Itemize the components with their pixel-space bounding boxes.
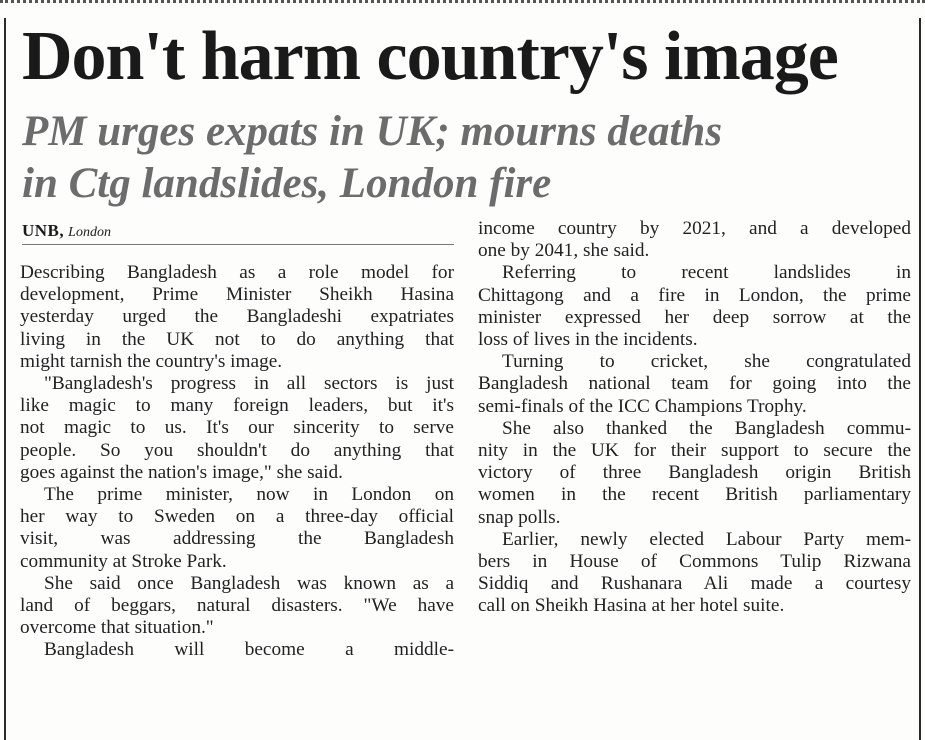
byline-agency: UNB, — [22, 221, 65, 240]
headline: Don't harm country's image — [22, 18, 838, 95]
subheadline-line-1: PM urges expats in UK; mourns deaths — [22, 108, 723, 155]
article-line: Chittagong and a fire in London, the prime — [478, 284, 911, 306]
article-line: loss of lives in the incidents. — [478, 329, 698, 351]
left-column-rule — [4, 18, 6, 740]
article-line: semi-finals of the ICC Champions Trophy. — [478, 395, 807, 417]
article-line: overcome that situation." — [20, 617, 214, 639]
article-line: yesterday urged the Bangladeshi expatriates — [20, 306, 454, 328]
article-column-right — [478, 218, 911, 618]
article-line: Referring to recent landslides in — [502, 262, 911, 284]
article-line: visit, was addressing the Bangladesh — [20, 528, 454, 550]
article-paragraph — [478, 262, 911, 351]
article-line: people. So you shouldn't do anything that — [20, 439, 454, 461]
article-line: The prime minister, now in London on — [44, 484, 454, 506]
article-line: goes against the nation's image," she said. — [20, 461, 343, 483]
article-line: Bangladesh national team for going into the — [478, 373, 911, 395]
article-paragraph — [478, 418, 911, 529]
article-line: Siddiq and Rushanara Ali made a courtesy — [478, 573, 911, 595]
article-paragraph — [20, 573, 454, 640]
article-column-left — [20, 262, 454, 662]
article-line: community at Stroke Park. — [20, 550, 227, 572]
article-line: development, Prime Minister Sheikh Hasina — [20, 284, 454, 306]
article-line: land of beggars, natural disasters. "We have — [20, 595, 454, 617]
article-line: not magic to us. It's our sincerity to serve — [20, 417, 454, 439]
article-line: one by 2041, she said. — [478, 240, 650, 262]
article-line: bers in House of Commons Tulip Rizwana — [478, 551, 911, 573]
article-paragraph — [20, 262, 454, 373]
byline — [22, 218, 454, 245]
article-line: She said once Bangladesh was known as a — [44, 572, 454, 594]
article-line: Describing Bangladesh as a role model for — [20, 262, 454, 283]
article-paragraph — [478, 351, 911, 418]
article-line: her way to Sweden on a three-day official — [20, 506, 454, 528]
article-line: nity in the UK for their support to secure the — [478, 440, 911, 462]
article-line: living in the UK not to do anything that — [20, 328, 454, 350]
article-paragraph — [478, 218, 911, 262]
article-line: "Bangladesh's progress in all sectors is just — [44, 373, 454, 395]
article-paragraph — [478, 529, 911, 618]
byline-place: London — [68, 225, 111, 240]
article-line: call on Sheikh Hasina at her hotel suite. — [478, 595, 785, 617]
article-paragraph — [20, 484, 454, 573]
right-column-rule — [919, 18, 921, 740]
article-line: snap polls. — [478, 506, 561, 528]
article-line: victory of three Bangladesh origin British — [478, 462, 911, 484]
subheadline-line-2: in Ctg landslides, London fire — [22, 160, 552, 207]
article-line: Bangladesh will become a middle- — [44, 639, 454, 661]
article-line: might tarnish the country's image. — [20, 350, 283, 372]
article-line: like magic to many foreign leaders, but it's — [20, 395, 454, 417]
article-line: She also thanked the Bangladesh commu- — [502, 417, 911, 439]
article-line: Earlier, newly elected Labour Party mem- — [502, 528, 911, 550]
article-line: income country by 2021, and a developed — [478, 218, 911, 239]
subheadline — [22, 106, 902, 210]
article-line: minister expressed her deep sorrow at the — [478, 306, 911, 328]
article-paragraph — [20, 639, 454, 661]
article-line: women in the recent British parliamentary — [478, 484, 911, 506]
article-paragraph — [20, 373, 454, 484]
article-line: Turning to cricket, she congratulated — [502, 351, 911, 373]
top-dotted-border — [0, 0, 925, 5]
